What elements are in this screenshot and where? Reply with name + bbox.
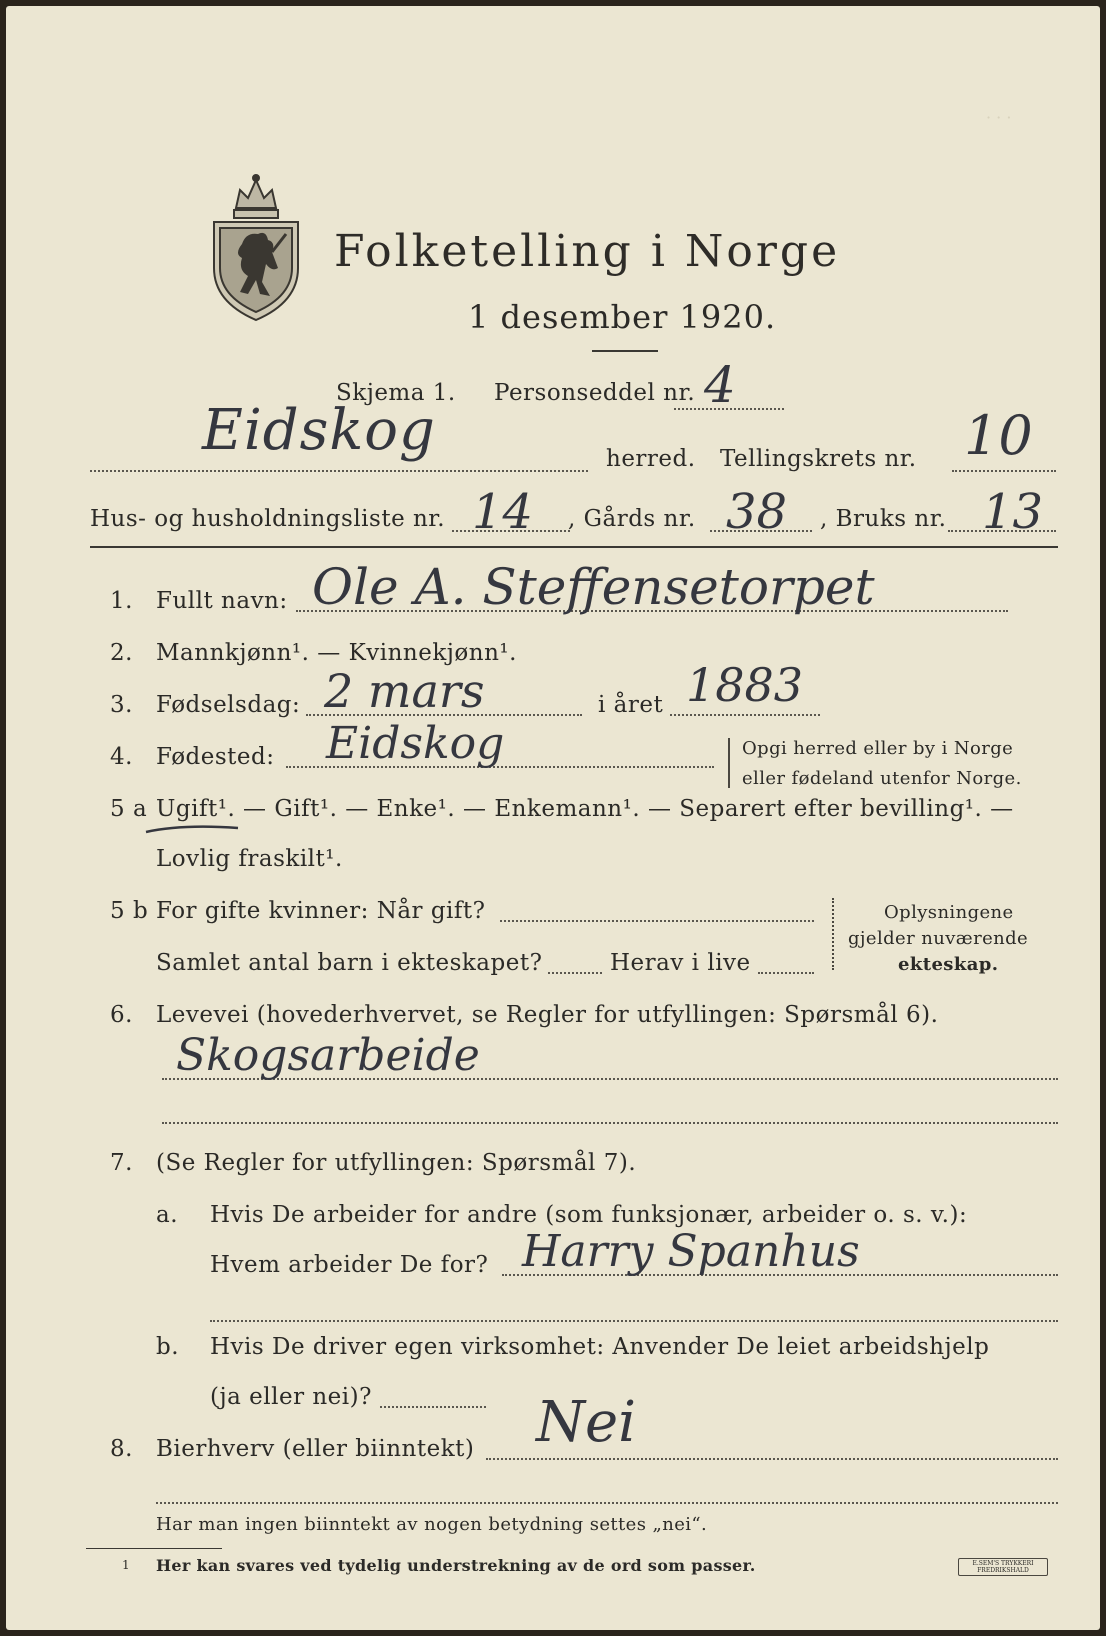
census-date: 1 desember 1920.: [468, 298, 777, 336]
q4-value: Eidskog: [326, 718, 505, 769]
tellingskrets-dots: [952, 470, 1056, 472]
q7a-letter: a.: [156, 1202, 179, 1228]
q7b-label: Hvis De driver egen virksomhet: Anvender De leiet arbeidshjelp: [210, 1334, 990, 1360]
q4-note-line1: Opgi herred eller by i Norge: [742, 738, 1014, 759]
q5a-number: 5 a: [110, 796, 148, 822]
footer-note: Har man ingen biinntekt av nogen betydning settes „nei“.: [156, 1514, 708, 1535]
q7-number: 7.: [110, 1150, 133, 1176]
q5b-label-line2: Samlet antal barn i ekteskapet?: [156, 950, 543, 976]
tellingskrets-label: Tellingskrets nr.: [720, 446, 917, 472]
q8-value: Nei: [536, 1390, 637, 1455]
q5b-label-line3: Herav i live: [610, 950, 751, 976]
personseddel-label: Personseddel nr.: [494, 380, 696, 406]
q7a-dots-2: [210, 1320, 1058, 1322]
q5b-barn-dots: [548, 972, 602, 974]
q8-dots: [486, 1458, 1058, 1460]
q7-label: (Se Regler for utfyllingen: Spørsmål 7).: [156, 1150, 637, 1176]
q5b-note-line1: Oplysningene: [884, 902, 1014, 923]
q5b-dots: [500, 920, 814, 922]
coat-of-arms-icon: [206, 172, 306, 324]
q7b-label-line2: (ja eller nei)?: [210, 1384, 372, 1410]
q6-dots-2: [162, 1122, 1058, 1124]
q5b-note-line2: gjelder nuværende: [848, 928, 1029, 949]
printer-stamp-line2: FREDRIKSHALD: [977, 1567, 1029, 1574]
q5a-label: Ugift¹. — Gift¹. — Enke¹. — Enkemann¹. — Separert efter bevilling¹. —: [156, 796, 1014, 822]
personseddel-value: 4: [704, 356, 736, 414]
bleed-through-text: · · ·: [986, 108, 1012, 127]
printer-stamp-line1: E.SEM'S TRYKKERI: [972, 1560, 1034, 1567]
form-title: Folketelling i Norge: [334, 226, 841, 277]
q3-year-value: 1883: [686, 658, 804, 712]
bruks-label: , Bruks nr.: [820, 506, 947, 532]
q4-note-line2: eller fødeland utenfor Norge.: [742, 768, 1022, 789]
header-rule: [90, 546, 1058, 548]
q5b-brace: [832, 898, 834, 970]
q4-brace: [728, 738, 730, 788]
q5b-live-dots: [758, 972, 814, 974]
q7a-label: Hvis De arbeider for andre (som funksjonær, arbeider o. s. v.):: [210, 1202, 968, 1228]
q4-number: 4.: [110, 744, 133, 770]
q7a-label-line2: Hvem arbeider De for?: [210, 1252, 489, 1278]
q1-label: Fullt navn:: [156, 588, 288, 614]
footnote-mark: 1: [122, 1558, 130, 1572]
footnote-text: Her kan svares ved tydelig understrekning av de ord som passer.: [156, 1556, 756, 1575]
q2-number: 2.: [110, 640, 133, 666]
q3-year-label: i året: [598, 692, 664, 718]
hus-label: Hus- og husholdningsliste nr.: [90, 506, 446, 532]
q5a-label-line2: Lovlig fraskilt¹.: [156, 846, 343, 872]
divider: [592, 350, 658, 352]
q5b-note-line3: ekteskap.: [898, 954, 999, 975]
tellingskrets-value: 10: [964, 404, 1033, 467]
q6-label: Levevei (hovederhvervet, se Regler for utfyllingen: Spørsmål 6).: [156, 1002, 939, 1028]
q7b-dots: [380, 1406, 486, 1408]
q8-number: 8.: [110, 1436, 133, 1462]
q3-label: Fødselsdag:: [156, 692, 301, 718]
hus-value: 14: [472, 484, 534, 540]
printer-stamp: [958, 1558, 1048, 1576]
q4-label: Fødested:: [156, 744, 275, 770]
q7b-letter: b.: [156, 1334, 180, 1360]
q2-label: Mannkjønn¹. — Kvinnekjønn¹.: [156, 640, 517, 666]
q5b-label: For gifte kvinner: Når gift?: [156, 898, 486, 924]
q8-label: Bierhverv (eller biinntekt): [156, 1436, 475, 1462]
schema-label: Skjema 1.: [336, 380, 456, 406]
q7a-value: Harry Spanhus: [522, 1226, 860, 1277]
herred-value: Eidskog: [202, 398, 436, 463]
q6-value: Skogsarbeide: [176, 1030, 480, 1081]
herred-label: herred.: [606, 446, 696, 472]
q6-number: 6.: [110, 1002, 133, 1028]
bruks-value: 13: [982, 484, 1044, 540]
q3-number: 3.: [110, 692, 133, 718]
q3-year-dots: [670, 714, 820, 716]
gards-label: , Gårds nr.: [568, 506, 696, 532]
q5b-number: 5 b: [110, 898, 149, 924]
q8-dots-2: [156, 1502, 1058, 1504]
q1-value: Ole A. Steffensetorpet: [312, 558, 875, 616]
q3-value: 2 mars: [324, 664, 485, 718]
herred-dots: [90, 470, 588, 472]
footnote-rule: [86, 1548, 222, 1549]
census-form: [6, 6, 1100, 1630]
q1-number: 1.: [110, 588, 133, 614]
ugift-underline: [142, 818, 242, 840]
gards-value: 38: [726, 484, 788, 540]
